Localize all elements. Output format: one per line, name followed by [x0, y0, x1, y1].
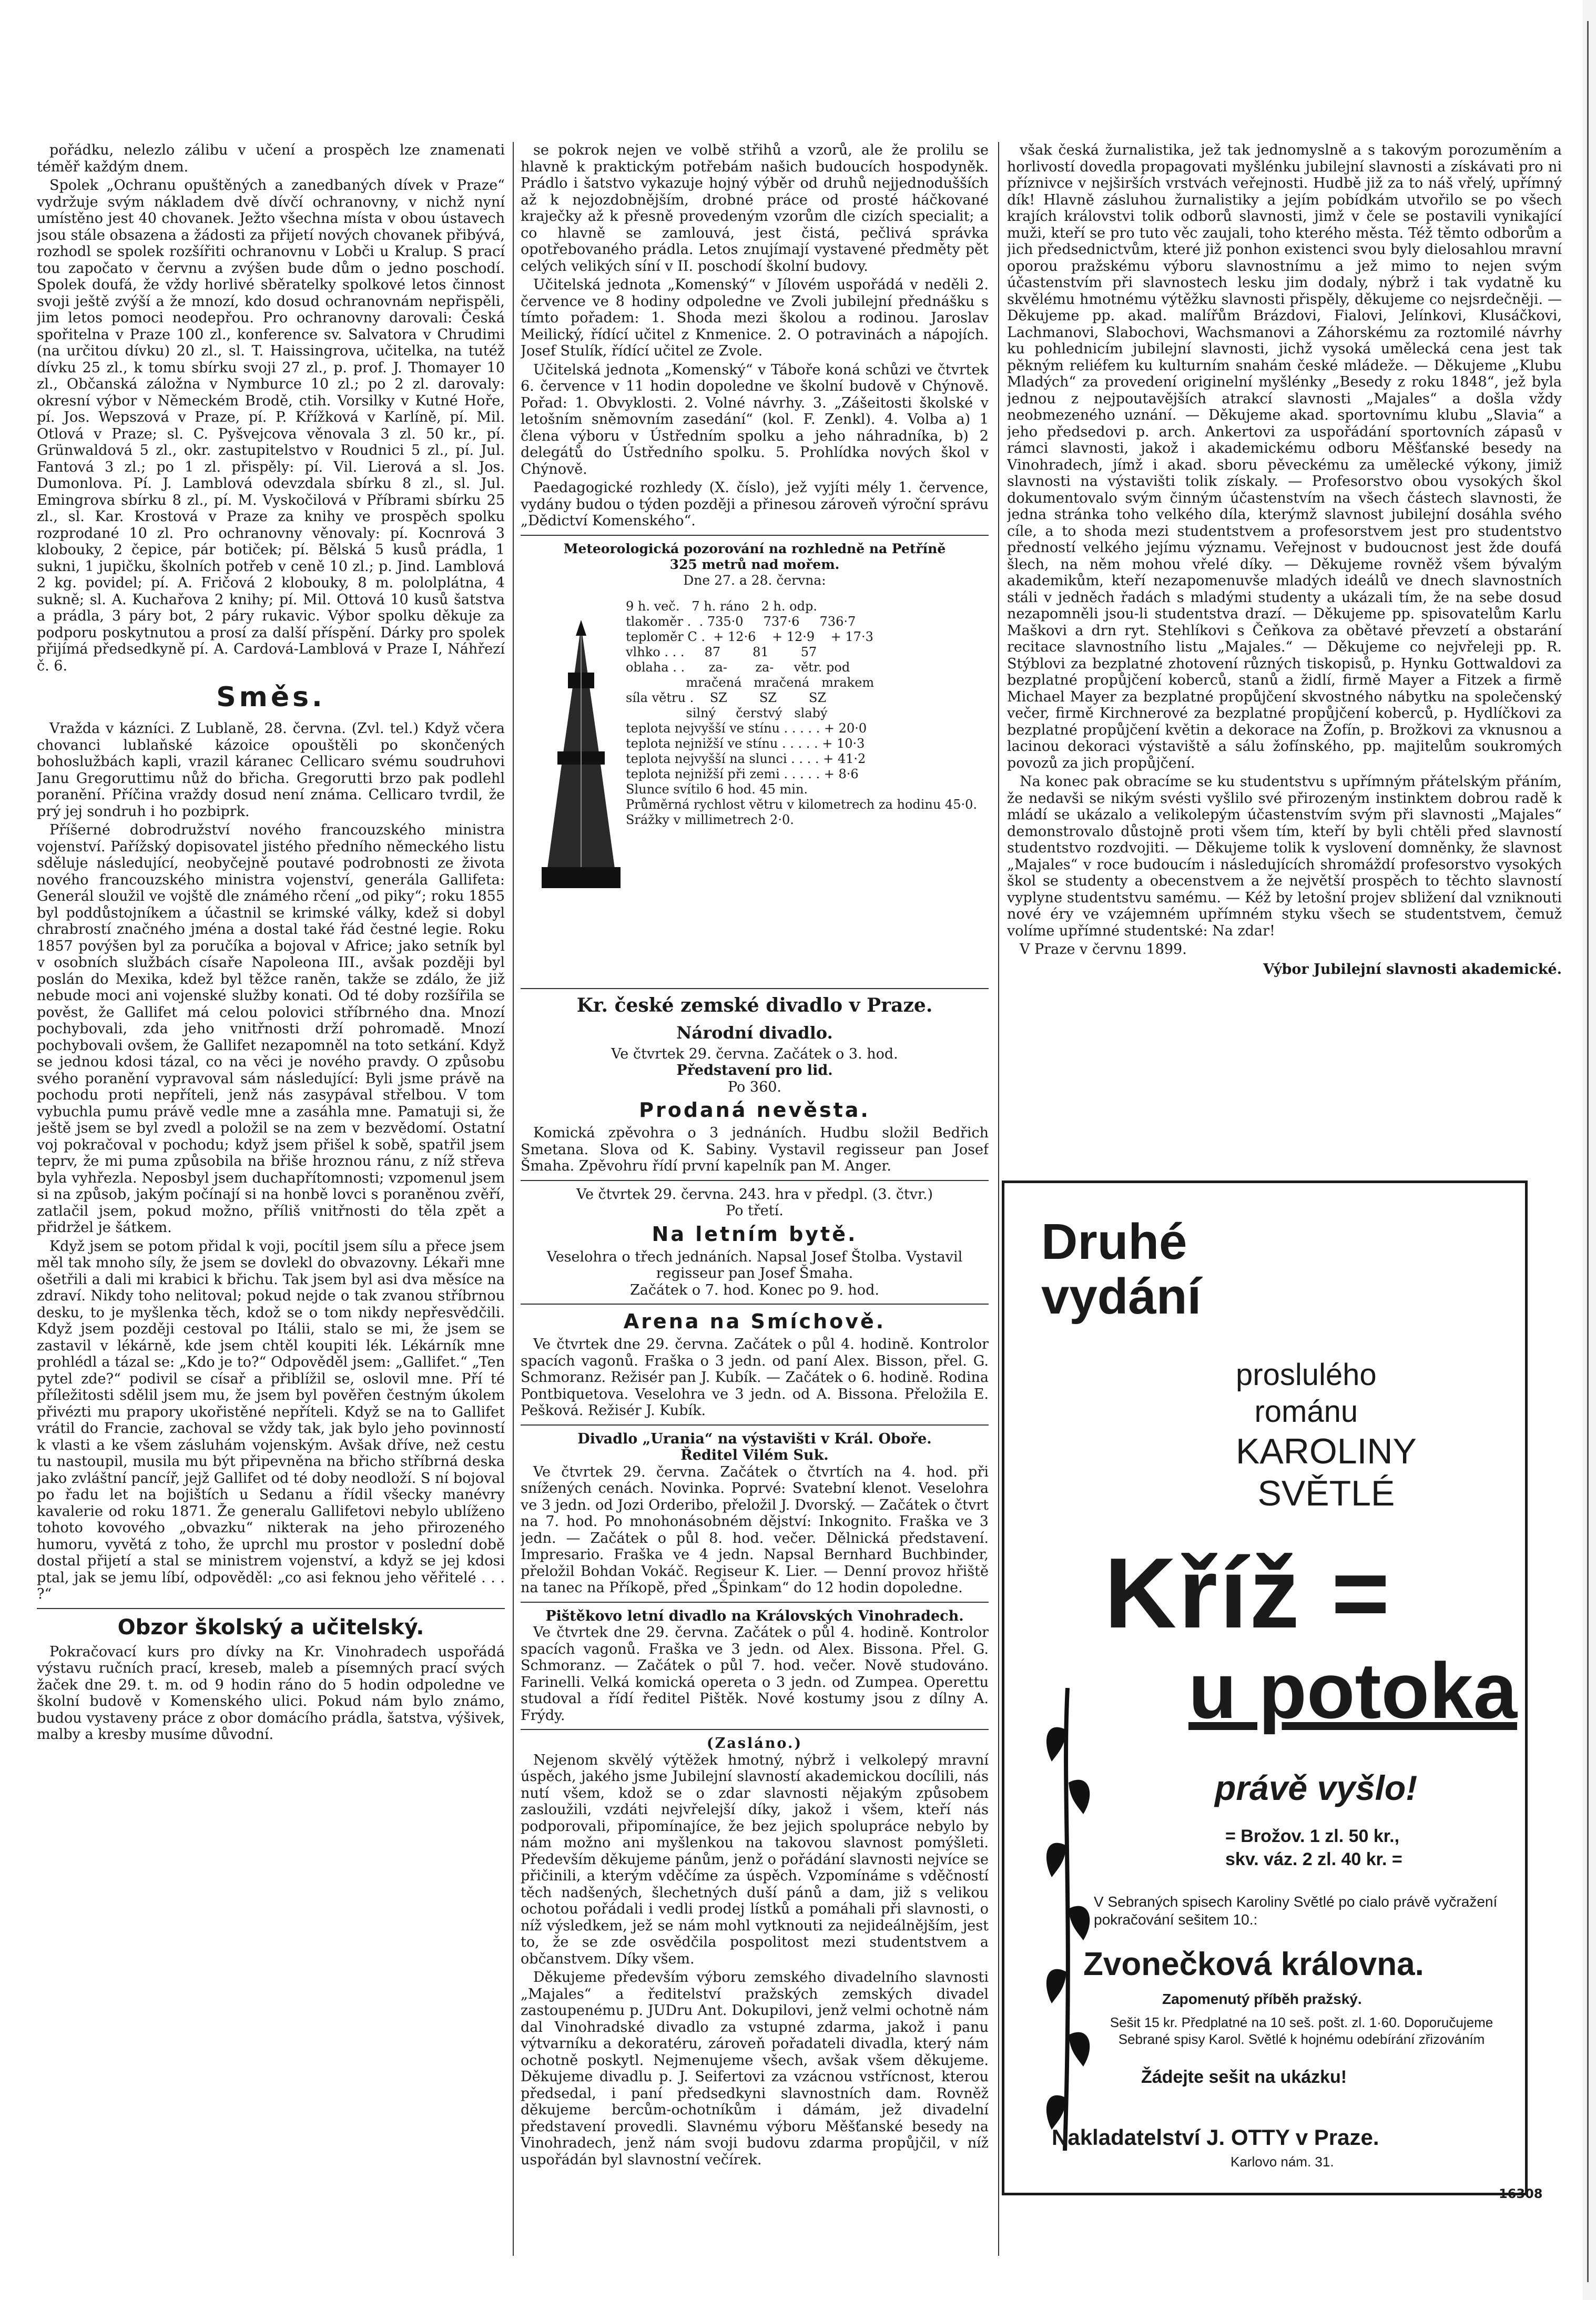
- plant-ornament-icon: [1036, 1688, 1099, 2151]
- ad-code: 16308: [1499, 2186, 1543, 2201]
- ad-released: právě vyšlo!: [1215, 1768, 1418, 1807]
- section-header-smes: Směs.: [216, 681, 326, 713]
- paragraph: Spolek „Ochranu opuštěných a zanedbaných dívek v Praze“ vydržuje svým nákladem dvě dívčí ochranovny, v nichž nyní umístěno jest 40 chovanek. Ježto všechna místa v obou ústavech jsou stále obsazena a žádosti za přijetí nových chovanek přibývá, rozhodl se spolek rozšířiti ochranovnu v Lobči u Kralup. S prací tou započato v červnu a zvýšen bude dům o jedno poschodí. Spolek doufá, že vždy horlivé sběratelky spolkové letos činnost svoji ještě zvýší a že mnozí, kdo dosud ochranovnám nepřispěli, jim letos pomoci neodepřou. Pro ochranovny darovali: Česká spořitelna v Praze 100 zl., konference sv. Salvatora v Chrudimi (na určitou dívku) 20 zl., sl. T. Haissingrova, učitelka, na tutéž dívku 25 zl., k tomu sbírku svoji 27 zl., p. prof. J. Thomayer 10 zl., Občanská záložna v Nymburce 10 zl.; po 2 zl. darovaly: okresní výbor v Německém Brodě, ctih. Vorsilky v Kutné Hoře, pí. Jos. Wepszová v Praze, pí. P. Křížková v Karlíně, pí. Mil. Otlová v Praze; sl. C. Pyšvejcova věnovala 3 zl. 50 kr., pí. Grünwaldová 5 zl., okr. zastupitelstvo v Roudnici 5 zl., pí. Jul. Fantová 3 zl.; po 1 zl. přispěly: pí. Vil. Lierová a sl. Jos. Dumonlova. Pí. J. Lamblová odevzdala sbírku 8 zl., sl. Jul. Emingrova sbírku 8 zl., pí. M. Vyskočilová v Příbrami sbírku 25 zl., sl. Kar. Krostová v Praze za knihy ve prospěch spolku rozprodané 10 zl. Pro ochranovny věnovaly: pí. Kocnrová 3 klobouky, 2 čepice, pár botiček; pí. Bělská 5 kusů prádla, 1 sukni, 1 jupičku, školních potřeb v ceně 10 zl.; p. Jind. Lamblová 2 kg. povidel; pí. A. Fričová 2 klobouky, 8 m. pololplátna, 4 sukně; sl. A. Kuchařova 2 knihy; pí. Mil. Ottová 10 kusů šatstva a prádla, 3 páry bot, 2 páry rukavic. Výbor spolku děkuje za podporu poskytnutou a prosí za další příspění. Dárky pro spolek přijímá předsedkyně pí. A. Cardová-Lamblová v Praze I, Náhřezí č. 6.: [37, 177, 505, 674]
- theatre-line: Veselohra o třech jednáních. Napsal Josef Štolba. Vystavil regisseur pan Josef Šmaha.: [546, 1248, 963, 1281]
- ad-line: románu: [1254, 1395, 1358, 1429]
- meteo-date: Dne 27. a 28. června:: [683, 572, 826, 588]
- paragraph: se pokrok nejen ve volbě střihů a vzorů, ale že prolilu se hlavně k praktickým potřebám našich budoucích hospodyněk. Prádlo i šatstvo vykazuje hojný výběr od druhů nejjednodušších až k nejozdobnějším, drobné práce od prosté háčkované kraječky až k přesně provedeným vzorům dle cizích specialit; a co hlavně se zamlouvá, jest čistá, pečlivá správka opotřebovaného prádla. Letos znujímají vystavené předměty pět celých velikých síní v II. poschodí školní budovy.: [521, 142, 989, 274]
- theatre-line: Ve čtvrtek 29. června. Začátek o 3. hod.: [611, 1045, 898, 1062]
- book-advertisement: [1002, 1180, 1528, 2195]
- paragraph: Ve čtvrtek 29. června. Začátek o čtvrtích na 4. hod. při snížených cenách. Novinka. Poprvé: Svatební klenot. Veselohra ve 3 jedn. od Jozi Orderibo, přeložil J. Dvorský. — Začátek o čtvrt na 7. hod. Po mnohonásobném dějství: Inkognito. Fraška ve 3 jedn. — Začátek o půl 8. hod. večer. Dělnická představení. Impresario. Fraška ve 4 jedn. Napsal Bernhard Buchbinder, přeložil Bohdan Vokáč. Regiseur K. Lier. — Denní provoz hřiště na tanec na Příkopě, před „Špinkam“ do 12 hodin dopoledne.: [521, 1463, 989, 1596]
- meteo-extra: Průměrná rychlost větru v kilometrech za hodinu 45·0.: [626, 797, 977, 812]
- divider: [521, 1180, 989, 1181]
- margin-rule: [1587, 21, 1589, 2282]
- meteo-extra: Slunce svítilo 6 hod. 45 min.: [626, 781, 808, 797]
- theatre-line: Divadlo „Urania“ na výstavišti v Král. Oboře.: [577, 1430, 932, 1447]
- paragraph: Vražda v kázníci. Z Lublaně, 28. června. (Zvl. tel.) Když včera chovanci lublaňské kázoice opouštěli po skončených bohoslužbách kapli, vrazil káranec Cellicaro svému soudruhovi Janu Gregoruttimu nůž do břicha. Gregorutti brzo pak podlehl poranění. Příčina vraždy dosud není známa. Cellicaro tvrdil, že prý jej sondruh i ho pozbiprk.: [37, 720, 505, 820]
- play-title: Prodaná nevěsta.: [639, 1098, 870, 1122]
- paragraph: Příšerné dobrodružství nového francouzského ministra vojenství. Pařížský dopisovatel jistého předního německého listu sděluje následující, neobyčejně poutavé podrobnosti ze života nového francouzského ministra vojenství, generála Gallifeta: Generál sloužil ve vojště dle známého rčení „od piky“; roku 1855 byl poddůstojníkem a účastnil se krimské války, kdež si dobyl chrabrostí značného jména a dostal také řád čestné legie. Roku 1857 povýšen byl za poručíka a bojoval v Africe; jako setník byl v osobních službách císaře Napoleona III., avšak později byl poslán do Mexika, kdež byl těžce raněn, takže se zdálo, že již nebude moci ani vojenské služby konati. Od té doby rozšířila se pověst, že Gallifet má celou polovici stříbrného dna. Mnozí pochybovali, zda jeho vnitřnosti drží pohromadě. Mnozí pochybovali ovšem, že Gallifet nezapomněl na toto setkání. Když se jednou kdosi tázal, co na věci je nového pravdy. O způsobu svého poranění vypravoval sám následující: Byli jsme právě na pochodu proti nepříteli, jenž nás zasypával střelbou. V tom vybuchla pumu právě vedle mne a zasáhla mne. Pamatuji si, že ještě jsem se byl zvedl a položil se na zem v bezvědomí. Ostatní voj pokračoval v pochodu; když jsem přišel k sobě, spatřil jsem teprv, že mi puma způsobila na břiše hroznou ránu, z níž střeva byla vyhřezla. Neposbyl jsem duchapřítomnosti; vzpomenul jsem si na způsob, jakým počínají si na honbě lovci s poraněnou zvěří, zatlačil jsem, pokud možno, příliš vnitřnosti do těla zpět a přidržel je šátkem.: [37, 822, 505, 1236]
- paragraph: Učitelská jednota „Komenský“ v Táboře koná schůzi ve čtvrtek 6. července v 11 hodin dopoledne ve školní budově v Chýnově. Pořad: 1. Obvyklosti. 2. Volné návrhy. 3. „Zášeitosti školské v letošním sněmovním zasedání“ (kol. F. Zenkl). 4. Volba a) 1 člena výboru v Ústředním spolku a jeho náhradníka, b) 2 delegátů do Ústředního spolku. 5. Prohlídka nových škol v Chýnově.: [521, 361, 989, 477]
- paragraph: Děkujeme především výboru zemského divadelního slavnosti „Majales“ a ředitelství pražských zemských divadel zastoupenému p. JUDru Ant. Dokupilovi, jenž velmi ochotně nám dal Vinohradské divadlo za vstupné zdarma, jakož i panu výtvarníku a dekoratéru, zároveň pořadateli divadla, který nám ochotně poskytl. Nejmenujeme všech, avšak všem děkujeme. Děkujeme divadlu p. J. Seifertovi za vzácnou vstřícnost, kterou předsedal, i paní předsedkyni slavnostních dam. Rovněž děkujeme bercům-ochotníkům i dámám, jež divadelní představení provedli. Slavnému výboru Měšťanské besedy na Vinohradech, jenž nám svoji budovu zdarma propůjčil, v níž uspořádán byl slavnostní večírek.: [521, 1969, 989, 2168]
- theatre-line: Po 360.: [727, 1078, 782, 1095]
- column-divider: [998, 142, 999, 2256]
- ad-subheadline: [1236, 1357, 1377, 1430]
- divider: [521, 1729, 989, 1730]
- date-line: V Praze v červnu 1899.: [1020, 941, 1187, 958]
- ad-series-note: V Sebraných spisech Karoliny Světlé po cialo právě vyčražení pokračování sešitem 10.:: [1094, 1894, 1498, 1928]
- petrin-tower-icon: [536, 620, 626, 893]
- ad-price-note: Sešit 15 kr. Předplatné na 10 seš. pošt. zl. 1·60. Doporučujeme Sebrané spisy Karol. Světlé k hojnému odebírání zřizováním: [1110, 2014, 1493, 2047]
- divider: [521, 1424, 989, 1426]
- ad-title-line2: u potoka: [1188, 1646, 1517, 1735]
- meteo-subheader: 325 metrů nad mořem.: [669, 556, 840, 572]
- ad-headline: [1041, 1215, 1201, 1324]
- paragraph: Ve čtvrtek dne 29. června. Začátek o půl 4. hodině. Kontrolor spacích vagonů. Fraška o 3 jedn. od paní Alex. Bisson, přel. G. Schmoranz. Režisér pan J. Kubík. — Začátek o 6. hodině. Rodina Pontbiquetova. Veselohra ve 3 jedn. od A. Bissona. Přeložila E. Pešková. Režisér J. Kubík.: [521, 1336, 989, 1419]
- ad-second-title: Zvonečková královna.: [1083, 1946, 1424, 1982]
- divider: [521, 1602, 989, 1603]
- theatre-line: Představení pro lid.: [676, 1062, 833, 1078]
- page-margin: [1583, 0, 1596, 2300]
- ad-call-to-action: Žádejte sešit na ukázku!: [1141, 2067, 1347, 2087]
- ad-price: skv. váz. 2 zl. 40 kr. =: [1225, 1849, 1402, 1869]
- meteo-row: mračená mračená mrakem: [626, 675, 875, 690]
- theatre-line: Ve čtvrtek 29. června. 243. hra v předpl. (3. čtvr.): [576, 1186, 933, 1203]
- play-title: Na letním bytě.: [652, 1222, 858, 1246]
- ad-author: [1236, 1430, 1417, 1514]
- theatre-line: Pištěkovo letní divadlo na Královských Vinohradech.: [545, 1607, 964, 1624]
- play-title: Arena na Smíchově.: [623, 1310, 886, 1333]
- ad-line: proslulého: [1236, 1358, 1377, 1392]
- ad-prices: [1225, 1825, 1402, 1871]
- meteo-table: [626, 599, 989, 828]
- ad-subtitle: Zapomenutý příběh pražský.: [1162, 1991, 1362, 2007]
- column-2: [521, 142, 989, 2266]
- meteo-extra: teplota nejvyšší na slunci . . . . + 41·2: [626, 751, 866, 766]
- paragraph: Když jsem se potom přidal k voji, pocítil jsem sílu a přece jsem měl tak mnoho síly, že jsem se dovlekl do obvazovny. Lékaři mne ošetřili a dali mi krabici k břichu. Tak jsem byl asi dva měsíce na zdraví. Nikdy toho nelitoval; pokud nejde o tak zvanou stříbrnou desku, to je myšlenka těch, kdož se o tom nikdy nepřesvědčili. Když jsem později cestoval po Itálii, stalo se mi, že jsem se zastavil v lékárně, kde jsem chtěl koupiti lék. Lékárník mne prohlédl a tázal se: „Kdo je to?“ Odpověděl jsem: „Gallifet.“ „Ten pytel zde?“ podivil se císař a přiblížil se, oslovil mne. Pří té příležitosti sdělil jsem mu, že jsem byl pověřen čestným úkolem přivézti mu prapory ukořistěné nepříteli. Když se na to Gallifet vrátil do Francie, zachoval se vždy tak, jak bylo jeho povinností k vlasti a ke všem zásluhám vojenským. Avšak dříve, než cestu tu nastoupil, musila mu být připevněna na břicho stříbrná deska jako zvláštní pancíř, jejž Gallifet od té doby neodloží. S ní bojoval po řadu let na bojištích u Sedanu a řídil všecky manévry kavalerie od roku 1871. Že generalu Gallifetovi nebylo ublíženo tohoto kovového „obvazku“ nikterak na jeho přirozeného humoru, vyvětá z toho, že uprchl mu prostor v poslední době dostal přijetí a stal se ministrem vojenství, a když se jej kdosi ptal, jak se jemu líbí, odpověděl: „co asi feknou jeho věřitelé . . . ?“: [37, 1238, 505, 1602]
- divider: [521, 535, 989, 536]
- section-header-obzor: Obzor školský a učitelský.: [117, 1615, 424, 1640]
- signature: Výbor Jubilejní slavnosti akademické.: [1263, 961, 1562, 978]
- meteo-extra: Srážky v millimetrech 2·0.: [626, 812, 794, 827]
- divider: [521, 988, 989, 989]
- theatre-subheader: Národní divadlo.: [676, 1022, 833, 1043]
- meteo-report: [521, 541, 989, 983]
- paragraph: Ve čtvrtek dne 29. června. Začátek o půl 4. hodině. Kontrolor spacích vagonů. Fraška ve 3 jedn. od Alex. Bissona. Přel. G. Schmoranz. — Začátek o půl 7. hod. večer. Nově studováno. Farinelli. Velká komická opereta o 3 jedn. od Zumpea. Operettu studoval a řídí ředitel Pištěk. Nové kostumy jsou z dílny A. Frýdy.: [521, 1624, 989, 1724]
- paragraph: Paedagogické rozhledy (X. číslo), jež vyjíti mély 1. července, vydány budou o týden později a přinesou zároveň výroční správu „Dědictví Komenského“.: [521, 480, 989, 529]
- ad-publisher: Nakladatelství J. OTTY v Praze.: [1052, 2125, 1379, 2150]
- ad-line: KAROLINY: [1236, 1431, 1417, 1471]
- divider: [37, 1608, 505, 1609]
- paragraph: však česká žurnalistika, jež tak jednomyslně a s takovým porozuměním a horlivostí dovedla propagovati myšlénku jubilejní slavnosti a získávati pro ni příznivce v nejširších vrstvách veřejnosti. Hudbě již za to náš vřelý, upřímný dík! Hlavně zásluhou žurnalistiky a jejím pobídkám utvořilo se po všech krajích královstvi tolik odborů slavnosti, jimž v čele se postavili vynikající muži, kteří se pro tuto věc zaujali, toho kterého města. Též těmto odborům a jich předsednictvům, které již ponhon existenci svou byly dielosahlou mravní oporou pražskému výboru slavnostnímu a jež mimo to nejen svým účastenstvím při slavnostech lesku jim dodaly, nýbrž i tak vydatně ku skvělému hmotnému výtěžku slavnosti přispěly, děkujeme co nejsrdečněji. — Děkujeme pp. akad. malířům Brázdovi, Fialovi, Jelínkovi, Klusáčkovi, Lachmanovi, Slabochovi, Wachsmanovi a Záhorskému za roztomilé návrhy ku pohlednicím jubilejní slavnosti, jichž vysoká umělecká cena jest tak pěkným reliéfem ku kulturním snahám české mládeže. — Děkujeme „Klubu Mladých“ za provedení originelní myšlénky „Besedy z roku 1848“, jež byla jednou z nejpoutavějších atrakcí slavnosti „Majales“ a došla vždy neobmezeného uznání. — Děkujeme akad. sportovnímu klubu „Slavia“ a jeho předsedovi p. arch. Ankertovi za uspořádání sportovních zápasů v rámci slavnosti, jakož i akademickému odboru Měšťanské besedy na Vinohradech, jímž i akad. sboru pěveckému za umělecké výkony, jimiž slavnosti na výstavišti tolik získaly. — Profesorstvo obou vysokých škol dokumentovalo svým činným účastenstvím na všech částech slavnosti, že jedna stránka toho velkého díla, kterýmž slavnost jubilejní dosáhla svého cíle, a to shoda mezi studentstvem a profesorstvem jest pro studentstvo předností velkého jejímu významu. Veřejnost v budoucnost jest žde doufá šlech, na něm mohou vřelé díky. — Děkujeme rovněž všem bývalým akademikům, kteří nezapomenuvše mladých ideálů ve dnech slavnostních stáli v jedněch řadách s mladými studenty a ukázali tím, že na sebe dosud nezapomněli jsou-li studentstva drazí. — Děkujeme pp. spisovatelům Karlu Maškovi a drn ryt. Stehlíkovi s Čeňkova za obětavé převzetí a obstarání recitace slavnostního listu „Majales.“ — Děkujeme co nejvřeleji pp. R. Stýblovi za bezplatné zhotovení různých tiskopisů, p. Hynku Gottwaldovi za bezplatné propůjčení koberců, stanů a židlí, firmě Mayer a Fitzek a firmě Michael Mayer za bezplatné propůjčení skvostného nábytku na společenský večer, firmě Kirchnerové za bezplatné propůjčení koberců, p. Hydlíčkovi za bezplatné propůjčení květin a dekorace na Žofín, p. Brožkovi za vknusnou a lacinou dekoraci výstaviště a sálu žofínského, pp. majitelům soukromých povozů za jich propůjčení.: [1007, 142, 1562, 771]
- ad-line: Druhé: [1041, 1214, 1187, 1270]
- meteo-extra: teplota nejnižší ve stínu . . . . . + 10·3: [626, 736, 865, 751]
- column-1: [37, 142, 505, 2266]
- theatre-header: Kr. české zemské divadlo v Praze.: [576, 994, 933, 1016]
- theatre-line: Po třetí.: [726, 1203, 784, 1219]
- meteo-row: silný čerstvý slabý: [626, 705, 828, 720]
- meteo-row: teploměr C . + 12·6 + 12·9 + 17·3: [626, 629, 873, 644]
- paragraph: Komická zpěvohra o 3 jednáních. Hudbu složil Bedřich Smetana. Slova od K. Sabiny. Vystavil regisseur pan Josef Šmaha. Zpěvohru řídí první kapelník pan M. Anger.: [521, 1125, 989, 1174]
- paragraph: Nejenom skvělý výtěžek hmotný, nýbrž i velkolepý mravní úspěch, jakého jsme Jubilejní slavností akademickou docílili, nás nutí všem, kdož se o zdar slavnosti nějakým způsobem zasloužili, vzdáti nejvřelejší díky, jakož i všem, kteří nás podporovali, připomínajíce, že bez jejich spolupráce nebylo by nám možno ani myšlenkou na takovou slavnost pomýšleti. Především děkujeme pánům, jenž o pořádání slavnosti nejvíce se přičinili, a kterým vděčíme za úspěch. Vzpomínáme s vděčností těch nadšených, šlechetných duší pánů a dam, již s velikou ochotou pořádali i vedli prodej lístků a pomáhali při slavnosti, o níž výsledkem, jež se nám mohl vytknouti za nejideálnějším, jest to, že se zde osvědčila pospolitost mezi studentstvem a občanstvem. Díky všem.: [521, 1752, 989, 1967]
- paragraph: Na konec pak obracíme se ku studentstvu s upřímným přátelským přáním, že nedavši se nikým svésti vyšlilo své přirozeným instinktem dobrou radě k mládí se ukázalo a velikolepým účastenstvím svým při slavnosti „Majales“ demonstrovalo důstojně proti všem tím, kteří by byli chtěli před slavností studentstvo rozdvojiti. — Děkujeme tolik k vyslovení domněnky, že slavnost „Majales“ v roce budoucím i následujících shromáždí profesorstvo vysokých škol se studenty a obecenstvem a že největší prospěch to těchto slavností vyplyne studentstvu samému. — Kéž by letošní projev sbližení dal vzniknouti nové éry ve vzájemném upřímném styku všech se studentstvem, čemuž volíme upřímné studentské: Na zdar!: [1007, 774, 1562, 939]
- theatre-line: Ředitel Vilém Suk.: [680, 1447, 829, 1463]
- zaslano-header: (Zasláno.): [706, 1735, 803, 1752]
- ad-line: vydání: [1041, 1268, 1202, 1325]
- ad-price: = Brožov. 1 zl. 50 kr.,: [1225, 1826, 1400, 1846]
- paragraph: Učitelská jednota „Komenský“ v Jílovém uspořádá v neděli 2. července ve 8 hodiny odpoledne ve Zvoli jubilejní přednášku s tímto pořadem: 1. Shoda mezi školou a rodinou. Jaroslav Meilický, řídící učitel z Knmenice. 2. O potravinách a nápojích. Josef Stulík, řídící učitel ze Zvole.: [521, 277, 989, 359]
- ad-address: Karlovo nám. 31.: [1231, 2154, 1334, 2170]
- meteo-columns: 9 h. več. 7 h. ráno 2 h. odp.: [626, 598, 817, 614]
- meteo-row: síla větru . SZ SZ SZ: [626, 690, 827, 705]
- theatre-line: Začátek o 7. hod. Konec po 9. hod.: [630, 1281, 879, 1298]
- divider: [521, 1304, 989, 1305]
- meteo-extra: teplota nejvyšší ve stínu . . . . . + 20·0: [626, 720, 867, 736]
- paragraph: pořádku, nelezlo zálibu v učení a prospěch lze znamenati téměř každým dnem.: [37, 142, 505, 175]
- meteo-row: tlakoměr . . 735·0 737·6 736·7: [626, 614, 856, 629]
- meteo-row: vlhko . . . 87 81 57: [626, 644, 817, 659]
- ad-title-line1: Kříž =: [1104, 1538, 1392, 1649]
- meteo-row: oblaha . . za- za- větr. pod: [626, 659, 850, 675]
- ad-line: SVĚTLÉ: [1257, 1473, 1395, 1513]
- column-3: [1007, 142, 1562, 1204]
- meteo-header: Meteorologická pozorování na rozhledně na Petříně: [563, 541, 946, 556]
- paragraph: Pokračovací kurs pro dívky na Kr. Vinohradech uspořádá výstavu ručních prací, kreseb, maleb a písemných prací svých žaček dne 29. t. m. od 9 hodin ráno do 5 hodin odpoledne ve školní budově v Komenského ulici. Pokud nám bylo známo, budou vystaveny práce z obor domácího prádla, šatstva, výšivek, malby a kresby musíme důvodní.: [37, 1643, 505, 1743]
- meteo-extra: teplota nejnižší při zemi . . . . . + 8·6: [626, 766, 859, 781]
- column-divider: [513, 142, 514, 2256]
